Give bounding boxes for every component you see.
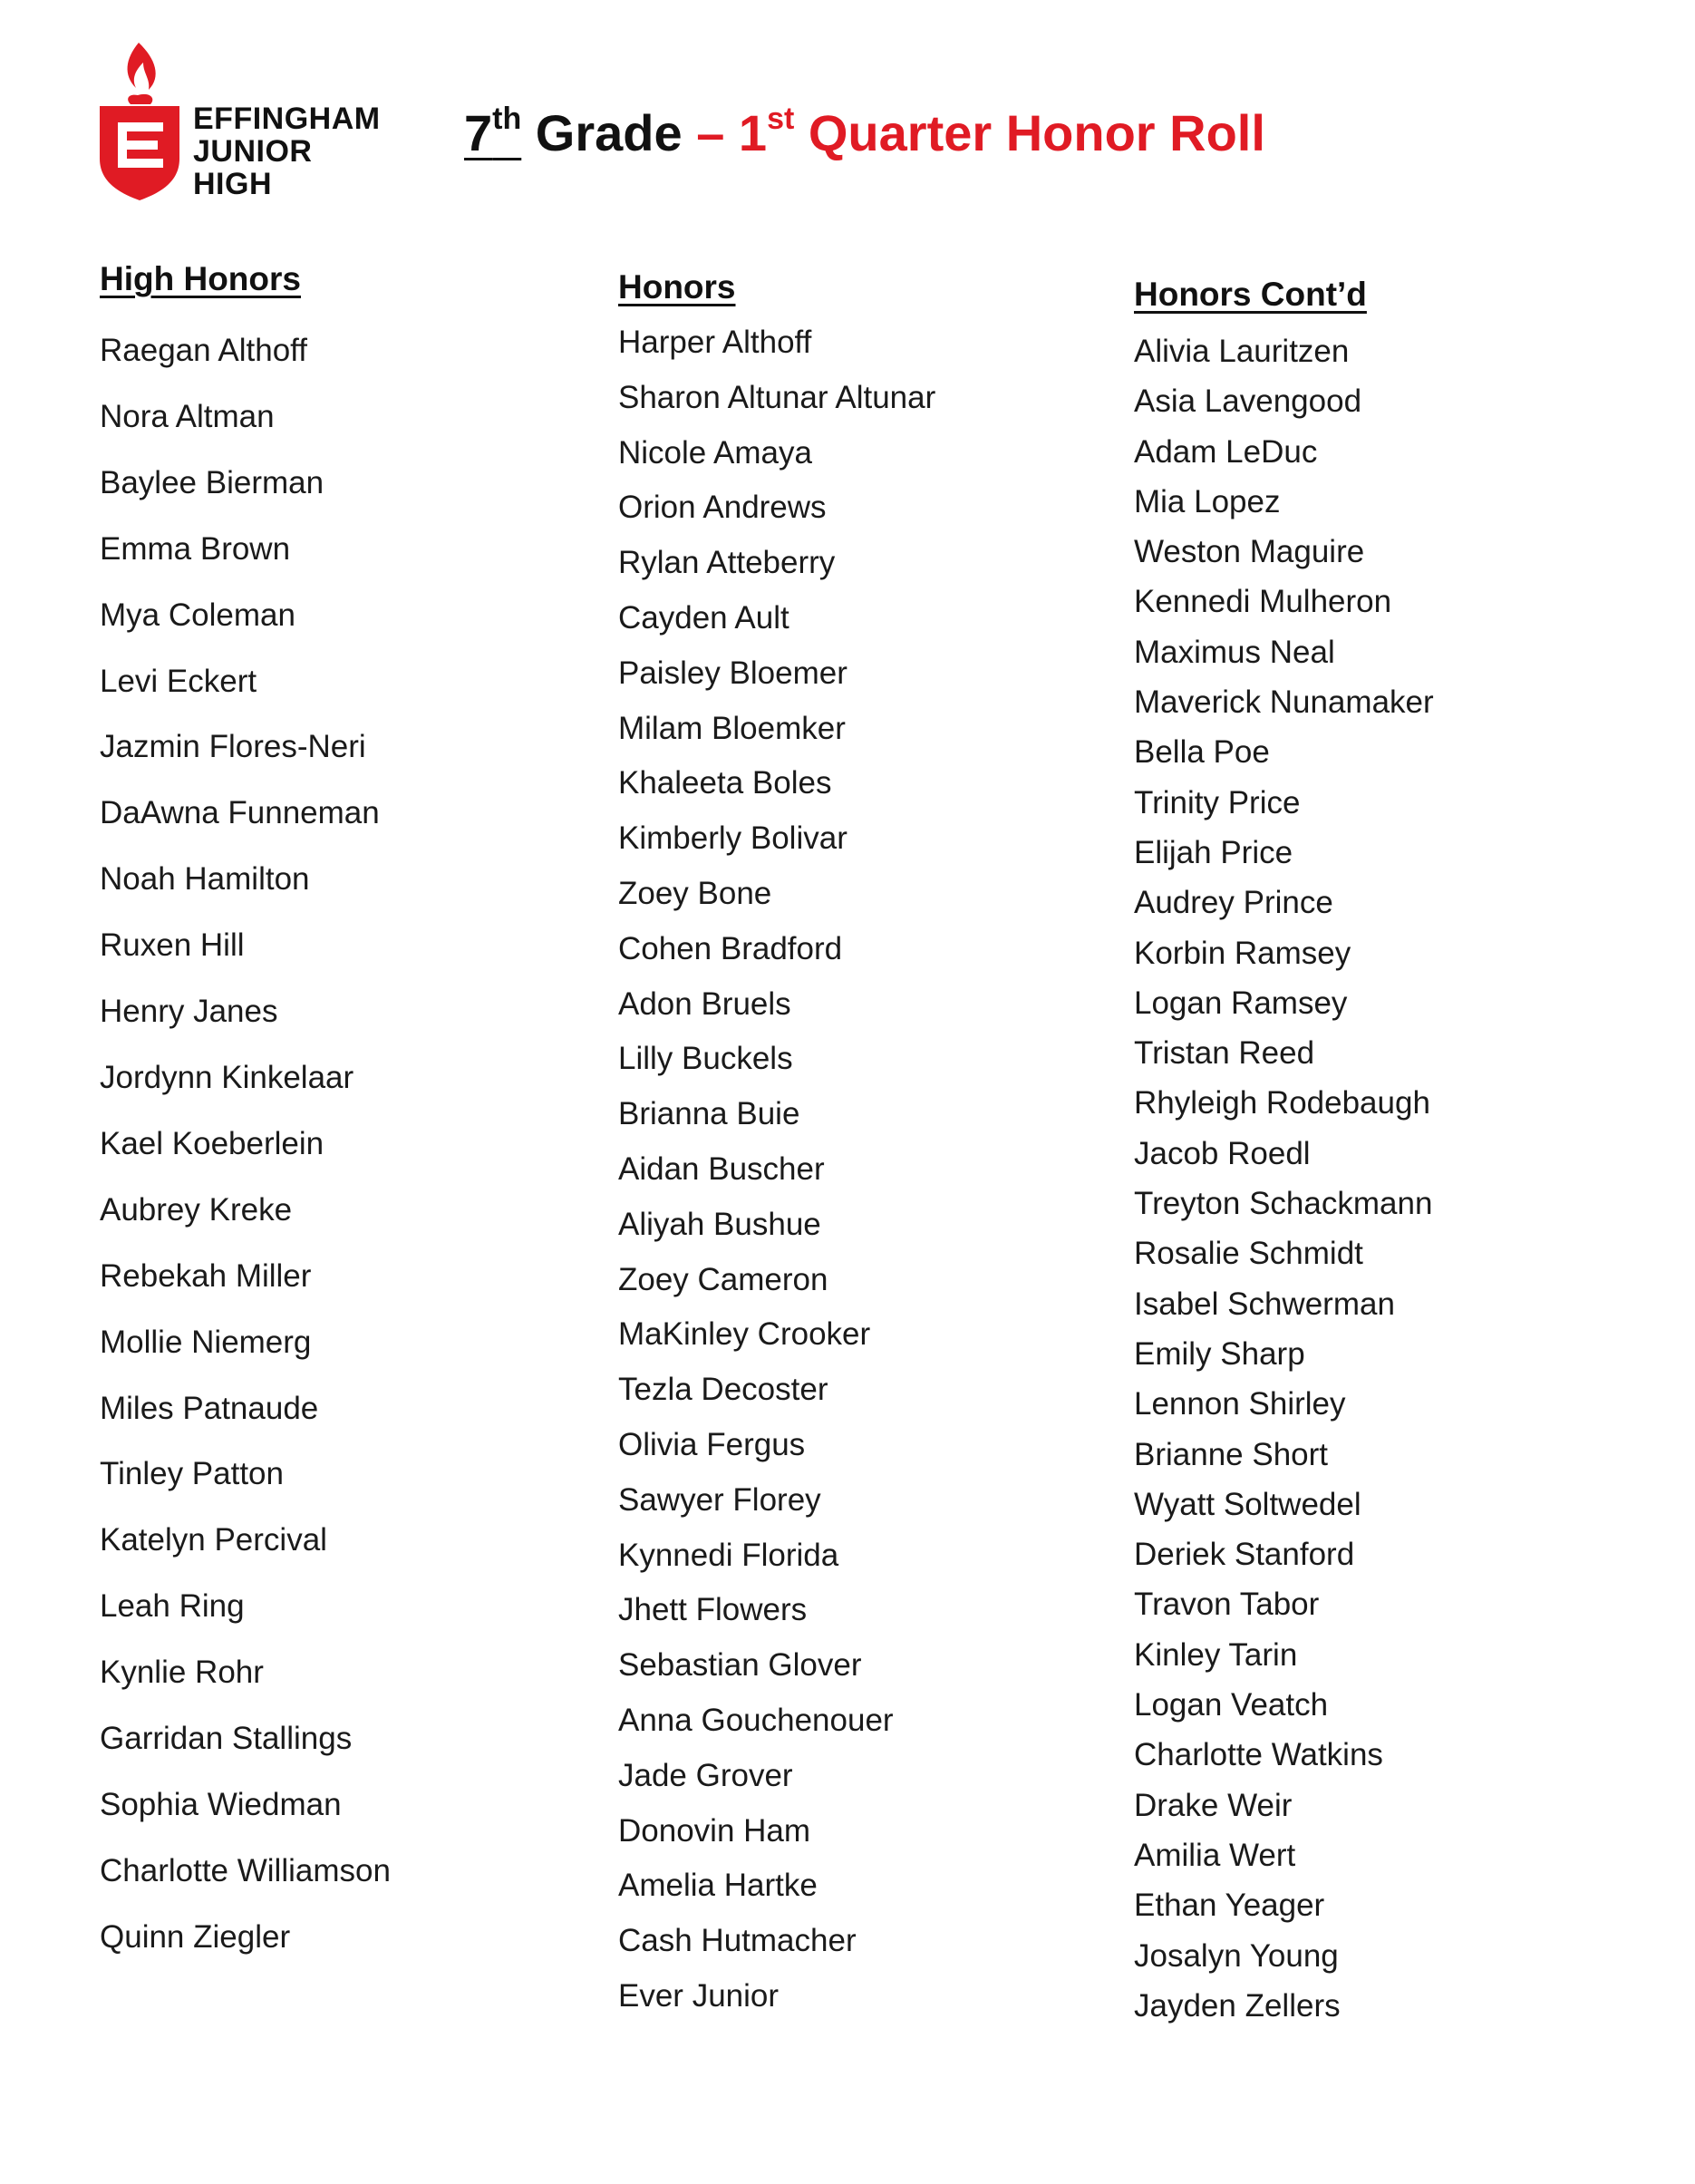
student-name: Kael Koeberlein — [100, 1125, 324, 1161]
student-name: Sawyer Florey — [618, 1481, 821, 1518]
student-name: Elijah Price — [1134, 834, 1293, 870]
student-name: DaAwna Funneman — [100, 795, 380, 831]
student-name: Asia Lavengood — [1134, 383, 1362, 420]
student-name: Amelia Hartke — [618, 1868, 818, 1904]
high-honors-column — [100, 257, 391, 1971]
student-name: Noah Hamilton — [100, 861, 310, 898]
student-name: Maverick Nunamaker — [1134, 684, 1434, 721]
student-name: Lennon Shirley — [1134, 1386, 1346, 1422]
torch-shield-icon — [98, 41, 189, 204]
student-name: Weston Maguire — [1134, 534, 1365, 570]
student-name: Brianna Buie — [618, 1096, 800, 1132]
student-name: Leah Ring — [100, 1588, 245, 1625]
student-name: Maximus Neal — [1134, 634, 1335, 670]
student-name: Lilly Buckels — [618, 1041, 793, 1077]
school-name: EFFINGHAM JUNIOR HIGH — [193, 102, 381, 201]
student-name: Isabel Schwerman — [1134, 1286, 1395, 1322]
student-name: Quinn Ziegler — [100, 1918, 291, 1955]
student-name: Adon Bruels — [618, 985, 791, 1022]
student-name: Sebastian Glover — [618, 1647, 862, 1684]
student-name: Khaleeta Boles — [618, 765, 832, 801]
student-name: Rhyleigh Rodebaugh — [1134, 1085, 1430, 1121]
student-name: Rylan Atteberry — [618, 545, 836, 581]
student-name: Jade Grover — [618, 1757, 793, 1793]
student-name: Cash Hutmacher — [618, 1923, 857, 1959]
student-name: Nicole Amaya — [618, 434, 812, 471]
high-honors-heading: High Honors — [100, 260, 301, 297]
student-name: Tristan Reed — [1134, 1035, 1315, 1072]
student-name: Baylee Bierman — [100, 464, 324, 500]
student-name: Charlotte Williamson — [100, 1852, 391, 1888]
student-name: Korbin Ramsey — [1134, 935, 1351, 971]
student-name: Jordynn Kinkelaar — [100, 1059, 354, 1095]
student-name: Mollie Niemerg — [100, 1324, 312, 1360]
student-name: Brianne Short — [1134, 1436, 1329, 1472]
student-name: Kynnedi Florida — [618, 1537, 839, 1573]
student-name: Trinity Price — [1134, 784, 1301, 820]
student-name: Tezla Decoster — [618, 1372, 828, 1408]
school-logo — [98, 41, 397, 204]
honors-heading: Honors — [618, 268, 736, 306]
student-name: Rebekah Miller — [100, 1257, 312, 1294]
student-name: MaKinley Crooker — [618, 1316, 871, 1353]
honors-contd-heading: Honors Cont’d — [1134, 276, 1367, 313]
student-name: Jacob Roedl — [1134, 1135, 1311, 1171]
student-name: Emma Brown — [100, 530, 291, 567]
honors-contd-column — [1134, 272, 1434, 2031]
student-name: Harper Althoff — [618, 325, 812, 360]
student-name: Logan Ramsey — [1134, 985, 1348, 1021]
student-name: Sharon Altunar Altunar — [618, 379, 936, 415]
student-name: Mia Lopez — [1134, 483, 1281, 519]
grade-number: 7th — [464, 102, 522, 161]
student-name: Amilia Wert — [1134, 1837, 1296, 1873]
student-name: Miles Patnaude — [100, 1390, 319, 1426]
student-name: Bella Poe — [1134, 734, 1270, 771]
student-name: Orion Andrews — [618, 490, 827, 526]
student-name: Alivia Lauritzen — [1134, 334, 1350, 369]
student-name: Ruxen Hill — [100, 927, 245, 964]
student-name: Kennedi Mulheron — [1134, 584, 1392, 620]
student-name: Deriek Stanford — [1134, 1537, 1355, 1573]
quarter-number: 1st — [738, 102, 795, 161]
student-name: Sophia Wiedman — [100, 1786, 342, 1822]
student-name: Olivia Fergus — [618, 1426, 806, 1462]
student-name: Aubrey Kreke — [100, 1191, 293, 1228]
student-name: Emily Sharp — [1134, 1335, 1305, 1372]
page-title: 7th Grade – 1st Quarter Honor Roll — [464, 102, 1265, 161]
student-name: Treyton Schackmann — [1134, 1186, 1433, 1222]
student-name: Jayden Zellers — [1134, 1987, 1341, 2024]
student-name: Paisley Bloemer — [618, 655, 848, 691]
student-name: Logan Veatch — [1134, 1687, 1329, 1723]
student-name: Henry Janes — [100, 994, 278, 1030]
student-name: Anna Gouchenouer — [618, 1702, 894, 1738]
honors-contd-list — [1134, 326, 1434, 2031]
student-name: Ethan Yeager — [1134, 1888, 1325, 1924]
student-name: Katelyn Percival — [100, 1522, 327, 1558]
student-name: Wyatt Soltwedel — [1134, 1486, 1361, 1522]
student-name: Adam LeDuc — [1134, 433, 1318, 470]
student-name: Travon Tabor — [1134, 1587, 1320, 1623]
student-name: Zoey Bone — [618, 875, 772, 911]
student-name: Aliyah Bushue — [618, 1206, 821, 1242]
student-name: Josalyn Young — [1134, 1937, 1339, 1974]
student-name: Raegan Althoff — [100, 333, 307, 368]
student-name: Kynlie Rohr — [100, 1655, 264, 1691]
student-name: Cayden Ault — [618, 599, 789, 636]
student-name: Kinley Tarin — [1134, 1636, 1298, 1673]
student-name: Tinley Patton — [100, 1456, 284, 1492]
student-name: Mya Coleman — [100, 597, 295, 633]
student-name: Cohen Bradford — [618, 930, 843, 966]
high-honors-list — [100, 318, 391, 1971]
honors-column — [618, 265, 935, 2024]
student-name: Jazmin Flores-Neri — [100, 729, 366, 765]
student-name: Garridan Stallings — [100, 1721, 353, 1757]
student-name: Aidan Buscher — [618, 1150, 825, 1187]
student-name: Audrey Prince — [1134, 885, 1333, 921]
student-name: Jhett Flowers — [618, 1592, 808, 1628]
student-name: Kimberly Bolivar — [618, 820, 848, 857]
student-name: Zoey Cameron — [618, 1261, 828, 1297]
student-name: Milam Bloemker — [618, 710, 846, 746]
student-name: Levi Eckert — [100, 663, 257, 699]
student-name: Rosalie Schmidt — [1134, 1236, 1363, 1272]
student-name: Charlotte Watkins — [1134, 1737, 1383, 1773]
student-name: Donovin Ham — [618, 1812, 811, 1849]
honors-list — [618, 315, 935, 2024]
student-name: Nora Altman — [100, 398, 275, 434]
student-name: Ever Junior — [618, 1977, 780, 2014]
student-name: Drake Weir — [1134, 1787, 1293, 1823]
